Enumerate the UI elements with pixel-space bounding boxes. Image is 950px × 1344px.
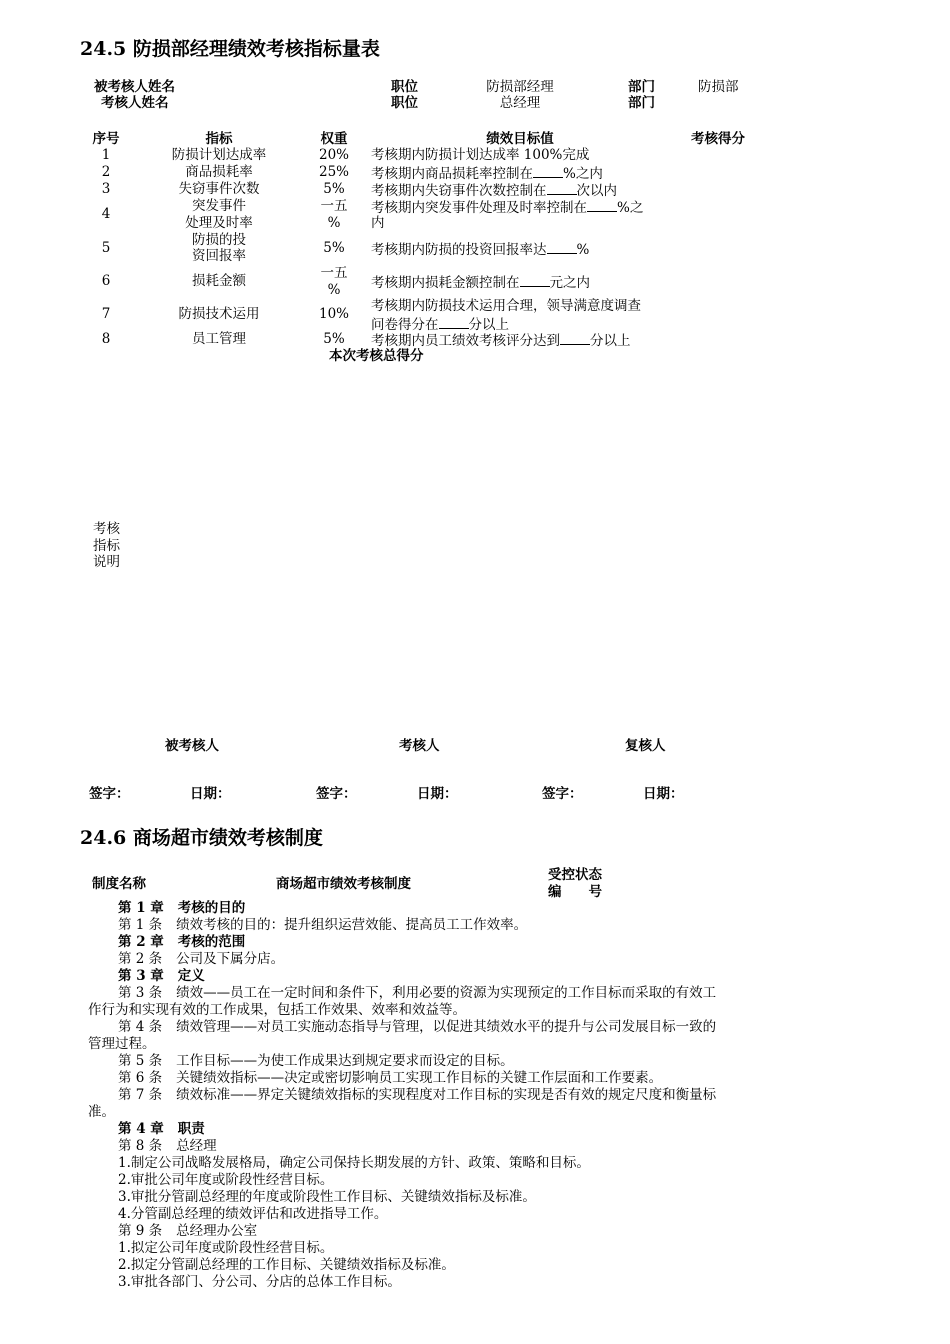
row-no: 3 — [101, 181, 111, 197]
chapter-heading — [88, 900, 753, 917]
article-number: 第 7 条 — [118, 1087, 163, 1103]
article-text: 绩效——员工在一定时间和条件下，利用必要的资源为实现预定的工作目标而采取的有效工 — [176, 985, 717, 1001]
row-weight: 5% — [323, 181, 345, 197]
article-line — [88, 1070, 753, 1087]
row-target-line2: 内 — [371, 215, 385, 231]
article-text: 绩效考核的目的：提升组织运营效能、提高员工工作效率。 — [176, 917, 528, 933]
date-label: 日期： — [417, 786, 458, 802]
row-indicator: 失窃事件次数 — [178, 181, 260, 197]
department-label: 部门 — [628, 95, 655, 111]
row-no: 6 — [101, 273, 111, 289]
article-number: 第 2 章 — [118, 934, 164, 950]
row-no: 7 — [101, 306, 111, 322]
row-target: 考核期内损耗金额控制在 元之内 — [371, 275, 590, 291]
sign-label: 签字： — [89, 786, 130, 802]
system-name-value: 商场超市绩效考核制度 — [276, 876, 411, 892]
indicator-note-label-2: 指标 — [93, 538, 120, 554]
article-number: 第 1 条 — [118, 917, 163, 933]
article-text: 考核的目的 — [177, 900, 246, 916]
date-label: 日期： — [643, 786, 684, 802]
row-weight: 10% — [318, 306, 349, 322]
row-no: 5 — [101, 240, 111, 256]
article-line — [88, 1257, 753, 1274]
indicator-note-label-3: 说明 — [93, 554, 120, 570]
article-text: 绩效标准——界定关键绩效指标的实现程度对工作目标的实现是否有效的规定尺度和衡量标 — [176, 1087, 717, 1103]
row-indicator: 商品损耗率 — [185, 164, 253, 180]
row-target: 考核期内商品损耗率控制在 %之内 — [371, 166, 603, 182]
article-text: 公司及下属分店。 — [176, 951, 285, 967]
article-line — [88, 1155, 753, 1172]
article-line — [88, 1240, 753, 1257]
article-continuation: 准。 — [88, 1104, 115, 1120]
system-name-label: 制度名称 — [92, 876, 146, 892]
col-header-target: 绩效目标值 — [486, 131, 554, 147]
sign-label: 签字： — [542, 786, 583, 802]
role-reviewer: 复核人 — [625, 738, 666, 754]
department-value: 防损部 — [698, 79, 739, 95]
article-line — [88, 1223, 753, 1240]
role-evaluator: 考核人 — [399, 738, 440, 754]
article-line — [88, 1206, 753, 1223]
article-line — [88, 917, 753, 934]
article-text: 3.审批分管副总经理的年度或阶段性工作目标、关键绩效指标及标准。 — [118, 1189, 536, 1205]
row-indicator-line2: 资回报率 — [192, 248, 246, 264]
row-target: 考核期内失窃事件次数控制在 次以内 — [371, 183, 617, 199]
evaluatee-name-label: 被考核人姓名 — [94, 79, 175, 95]
sign-label: 签字： — [316, 786, 357, 802]
role-evaluatee: 被考核人 — [165, 738, 219, 754]
article-number: 第 3 条 — [118, 985, 163, 1001]
row-target: 考核期内防损技术运用合理，领导满意度调查 — [371, 298, 641, 314]
article-text: 总经理 — [176, 1138, 217, 1154]
article-line — [88, 1019, 753, 1036]
row-indicator: 防损计划达成率 — [171, 147, 267, 163]
article-number: 第 3 章 — [118, 968, 164, 984]
row-target: 考核期内员工绩效考核评分达到 分以上 — [371, 333, 631, 349]
row-weight-line2: % — [327, 215, 341, 231]
section-title-24-6: 24.6 商场超市绩效考核制度 — [80, 827, 323, 849]
evaluator-name-label: 考核人姓名 — [101, 95, 169, 111]
row-weight: 一五 — [320, 265, 348, 281]
row-indicator: 防损技术运用 — [178, 306, 260, 322]
row-weight-line2: % — [327, 282, 341, 298]
chapter-heading — [88, 934, 753, 951]
row-indicator: 防损的投 — [192, 232, 246, 248]
article-line — [88, 985, 753, 1002]
article-text: 绩效管理——对员工实施动态指导与管理，以促进其绩效水平的提升与公司发展目标一致的 — [176, 1019, 717, 1035]
position-value: 总经理 — [499, 95, 541, 111]
article-number: 第 2 条 — [118, 951, 163, 967]
row-weight: 一五 — [320, 198, 348, 214]
article-number: 第 8 条 — [118, 1138, 163, 1154]
article-continuation: 作行为和实现有效的工作成果，包括工作效果、效率和效益等。 — [88, 1002, 466, 1018]
row-target: 考核期内防损的投资回报率达 % — [371, 242, 590, 258]
col-header-indicator: 指标 — [205, 131, 233, 147]
article-number: 第 4 条 — [118, 1019, 163, 1035]
article-number: 第 1 章 — [118, 900, 164, 916]
article-number: 第 9 条 — [118, 1223, 163, 1239]
chapter-heading — [88, 1121, 753, 1138]
position-value: 防损部经理 — [486, 79, 554, 95]
row-no: 2 — [101, 164, 111, 180]
article-number: 第 4 章 — [118, 1121, 164, 1137]
row-weight: 25% — [318, 164, 349, 180]
article-text: 考核的范围 — [177, 934, 246, 950]
article-line — [88, 1172, 753, 1189]
article-text: 定义 — [177, 968, 205, 984]
article-text: 1.拟定公司年度或阶段性经营目标。 — [118, 1240, 334, 1256]
section-title-24-5: 24.5 防损部经理绩效考核指标量表 — [80, 38, 380, 60]
department-label: 部门 — [628, 79, 655, 95]
row-indicator: 损耗金额 — [192, 273, 246, 289]
article-text: 2.审批公司年度或阶段性经营目标。 — [118, 1172, 334, 1188]
article-text: 总经理办公室 — [176, 1223, 258, 1239]
article-line — [88, 1087, 753, 1104]
row-indicator: 员工管理 — [192, 331, 246, 347]
row-indicator: 突发事件 — [192, 198, 246, 214]
total-score-label: 本次考核总得分 — [329, 348, 424, 364]
article-text: 职责 — [177, 1121, 205, 1137]
article-text: 2.拟定分管副总经理的工作目标、关键绩效指标及标准。 — [118, 1257, 455, 1273]
row-target-line2: 问卷得分在 分以上 — [371, 317, 509, 333]
indicator-note-label: 考核 — [93, 521, 120, 537]
col-header-score: 考核得分 — [691, 131, 745, 147]
article-line — [88, 1189, 753, 1206]
row-weight: 20% — [318, 147, 349, 163]
row-no: 4 — [101, 206, 111, 222]
article-continuation: 管理过程。 — [88, 1036, 156, 1052]
chapter-heading — [88, 968, 753, 985]
row-no: 1 — [101, 147, 111, 163]
article-line — [88, 951, 753, 968]
article-text: 1.制定公司战略发展格局，确定公司保持长期发展的方针、政策、策略和目标。 — [118, 1155, 590, 1171]
article-line — [88, 1053, 753, 1070]
regulation-body — [88, 900, 753, 1291]
position-label: 职位 — [391, 95, 418, 111]
date-label: 日期： — [190, 786, 231, 802]
article-line — [88, 1138, 753, 1155]
row-weight: 5% — [323, 331, 345, 347]
article-text: 关键绩效指标——决定或密切影响员工实现工作目标的关键工作层面和工作要素。 — [176, 1070, 663, 1086]
document-number-label: 编 号 — [548, 884, 602, 900]
col-header-weight: 权重 — [320, 131, 348, 147]
article-number: 第 5 条 — [118, 1053, 163, 1069]
article-text: 3.审批各部门、分公司、分店的总体工作目标。 — [118, 1274, 401, 1290]
controlled-status-label: 受控状态 — [548, 867, 602, 883]
article-line — [88, 1274, 753, 1291]
row-weight: 5% — [323, 240, 345, 256]
row-target: 考核期内突发事件处理及时率控制在 %之 — [371, 200, 644, 216]
article-text: 4.分管副总经理的绩效评估和改进指导工作。 — [118, 1206, 388, 1222]
col-header-no: 序号 — [92, 131, 120, 147]
article-text: 工作目标——为使工作成果达到规定要求而设定的目标。 — [176, 1053, 514, 1069]
article-number: 第 6 条 — [118, 1070, 163, 1086]
position-label: 职位 — [391, 79, 418, 95]
row-target: 考核期内防损计划达成率 100%完成 — [371, 147, 590, 163]
row-indicator-line2: 处理及时率 — [185, 215, 253, 231]
row-no: 8 — [101, 331, 111, 347]
